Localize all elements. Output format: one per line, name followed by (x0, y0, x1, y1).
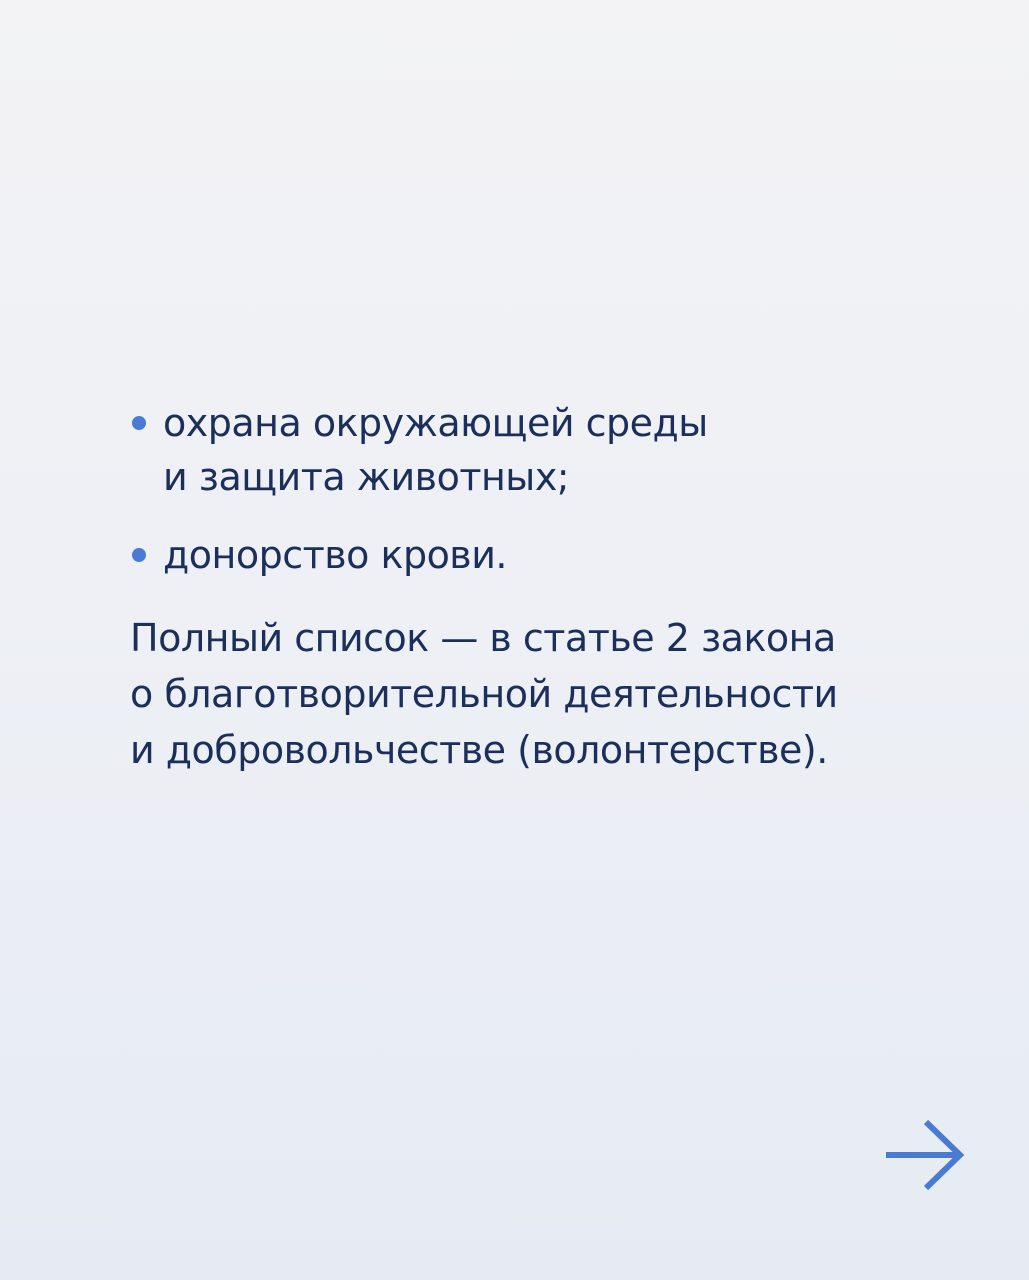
bullet-line: донорство крови. (163, 533, 507, 577)
bullet-text (163, 528, 990, 582)
paragraph-line: о благотворительной деятельности (130, 672, 838, 716)
list-item (130, 528, 990, 582)
list-item (130, 396, 990, 504)
paragraph-line: и добровольчестве (волонтерстве). (130, 728, 828, 772)
next-button[interactable] (884, 1118, 966, 1192)
bullet-dot-icon (132, 416, 146, 430)
bullet-list (130, 396, 990, 582)
bullet-dot-icon (132, 548, 146, 562)
bullet-line: охрана окружающей среды (163, 401, 708, 445)
paragraph-line: Полный список — в статье 2 закона (130, 616, 836, 660)
bullet-line: и защита животных; (163, 455, 570, 499)
slide-content (130, 396, 990, 778)
bullet-text (163, 396, 990, 504)
arrow-right-icon (884, 1118, 966, 1192)
law-reference-paragraph (130, 610, 990, 778)
